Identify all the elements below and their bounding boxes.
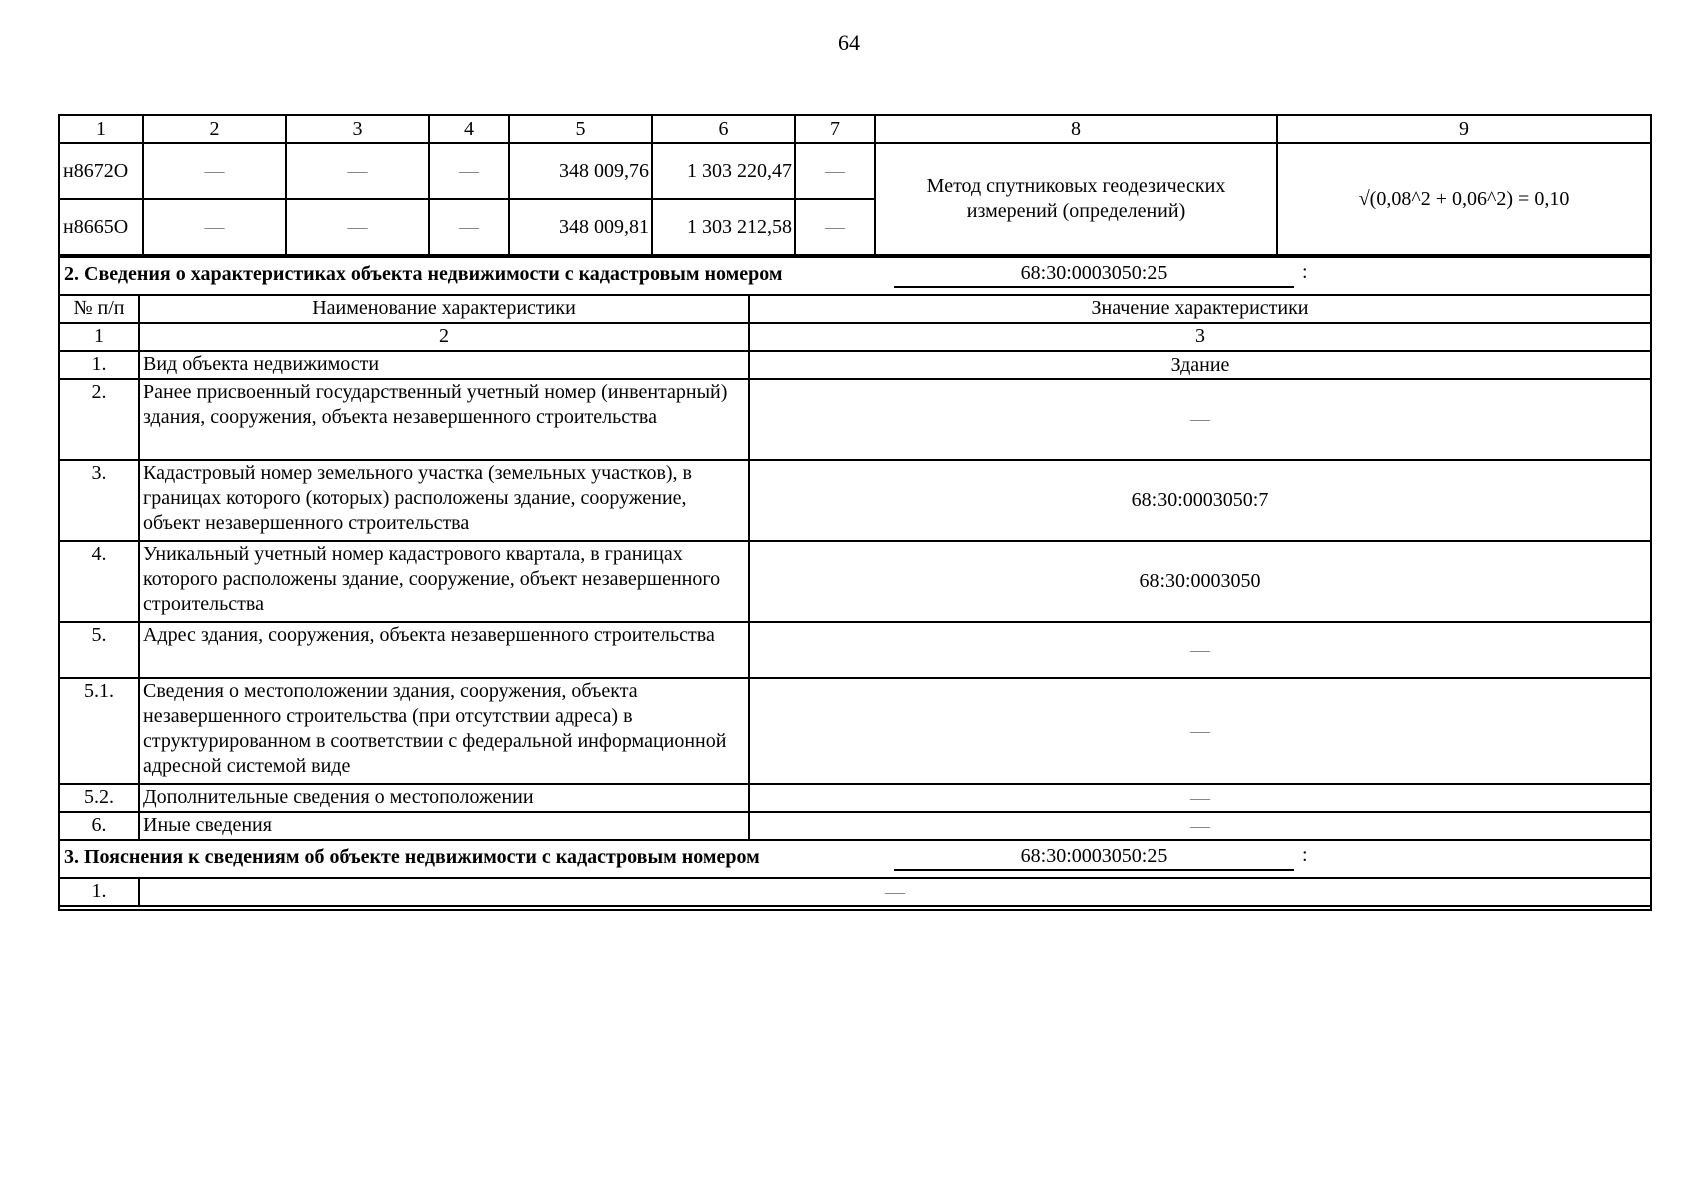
coord-col-4: 4: [429, 115, 509, 143]
coord-col-6: 6: [652, 115, 795, 143]
col-header-number: № п/п: [59, 295, 139, 323]
characteristic-name: Уникальный учетный номер кадастрового квартала, в границах которого расположены здание, сооружение, объект незавершенного строительства: [139, 541, 749, 622]
row-number: 1.: [59, 351, 139, 379]
coord-row: [59, 143, 1651, 199]
table-row: [59, 541, 1651, 622]
char-colnum-row: [59, 323, 1651, 351]
table-row: [59, 379, 1651, 460]
characteristic-name: Кадастровый номер земельного участка (земельных участков), в границах которого (которых) расположены здание, сооружение, объект незавершенного строительства: [139, 460, 749, 541]
coord-col-2: 2: [143, 115, 286, 143]
characteristic-value: —: [749, 622, 1651, 678]
characteristic-name: Адрес здания, сооружения, объекта незавершенного строительства: [139, 622, 749, 678]
characteristic-name: Иные сведения: [139, 812, 749, 840]
explanation-value: —: [139, 878, 1651, 906]
characteristic-name: Ранее присвоенный государственный учетный номер (инвентарный) здания, сооружения, объекта незавершенного строительства: [139, 379, 749, 460]
empty-cell: —: [429, 143, 509, 199]
characteristic-value: 68:30:0003050:7: [749, 460, 1651, 541]
section-2-title: 2. Сведения о характеристиках объекта недвижимости с кадастровым номером: [64, 263, 783, 285]
table-row: [59, 878, 1651, 906]
row-number: 4.: [59, 541, 139, 622]
row-number: 5.1.: [59, 678, 139, 784]
characteristic-value: —: [749, 379, 1651, 460]
point-name: н8665О: [59, 199, 143, 255]
coord-y: 1 303 220,47: [652, 143, 795, 199]
row-number: 2.: [59, 379, 139, 460]
table-row: [59, 460, 1651, 541]
table-bottom-rule: [59, 906, 1651, 910]
coord-x: 348 009,81: [509, 199, 652, 255]
col-number-3: 3: [749, 323, 1651, 351]
section-2-colon: :: [1302, 261, 1308, 283]
section-3-title-row: [59, 840, 1651, 878]
row-number: 1.: [59, 878, 139, 906]
section-3-title: 3. Пояснения к сведениям об объекте недвижимости с кадастровым номером: [64, 846, 760, 868]
table-row: [59, 784, 1651, 812]
coord-col-7: 7: [795, 115, 875, 143]
col-number-1: 1: [59, 323, 139, 351]
col-header-name: Наименование характеристики: [139, 295, 749, 323]
characteristic-value: —: [749, 812, 1651, 840]
empty-cell: —: [286, 143, 429, 199]
section-2-title-row: [59, 257, 1651, 295]
empty-cell: —: [286, 199, 429, 255]
method-cell: Метод спутниковых геодезических измерений (определений): [875, 143, 1277, 255]
empty-cell: —: [795, 199, 875, 255]
section-2-cadastral-number: 68:30:0003050:25: [894, 260, 1294, 288]
col-header-value: Значение характеристики: [749, 295, 1651, 323]
characteristic-name: Вид объекта недвижимости: [139, 351, 749, 379]
characteristic-value: 68:30:0003050: [749, 541, 1651, 622]
empty-cell: —: [429, 199, 509, 255]
row-number: 3.: [59, 460, 139, 541]
coord-col-1: 1: [59, 115, 143, 143]
row-number: 6.: [59, 812, 139, 840]
coord-col-8: 8: [875, 115, 1277, 143]
coord-header-row: [59, 115, 1651, 143]
coord-y: 1 303 212,58: [652, 199, 795, 255]
accuracy-formula: √(0,08^2 + 0,06^2) = 0,10: [1277, 143, 1651, 255]
characteristics-table: [58, 256, 1652, 911]
characteristic-value: —: [749, 784, 1651, 812]
section-3-cadastral-number: 68:30:0003050:25: [894, 843, 1294, 871]
row-number: 5.2.: [59, 784, 139, 812]
characteristic-name: Дополнительные сведения о местоположении: [139, 784, 749, 812]
coord-col-5: 5: [509, 115, 652, 143]
char-header-row: [59, 295, 1651, 323]
empty-cell: —: [143, 199, 286, 255]
empty-cell: —: [143, 143, 286, 199]
page-number: 64: [838, 30, 860, 55]
empty-cell: —: [795, 143, 875, 199]
coord-col-3: 3: [286, 115, 429, 143]
table-row: [59, 678, 1651, 784]
characteristic-value: —: [749, 678, 1651, 784]
row-number: 5.: [59, 622, 139, 678]
table-row: [59, 351, 1651, 379]
table-row: [59, 622, 1651, 678]
section-3-colon: :: [1302, 844, 1308, 866]
coord-x: 348 009,76: [509, 143, 652, 199]
col-number-2: 2: [139, 323, 749, 351]
point-name: н8672О: [59, 143, 143, 199]
coordinates-table: [58, 114, 1652, 256]
table-row: [59, 812, 1651, 840]
coord-col-9: 9: [1277, 115, 1651, 143]
characteristic-name: Сведения о местоположении здания, сооружения, объекта незавершенного строительства (при отсутствии адреса) в структурированном в соответствии с федеральной информационной адресной системой виде: [139, 678, 749, 784]
characteristic-value: Здание: [749, 351, 1651, 379]
